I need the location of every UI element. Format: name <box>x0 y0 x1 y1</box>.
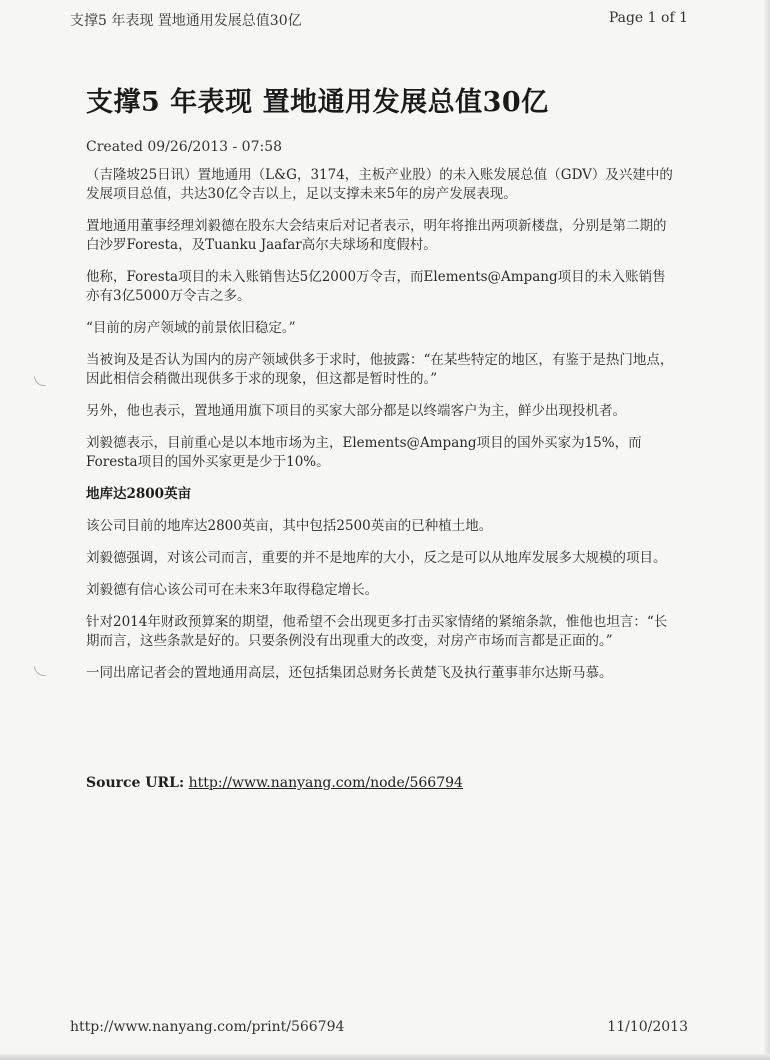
subheading: 地库达2800英亩 <box>86 486 192 502</box>
source-url-link[interactable]: http://www.nanyang.com/node/566794 <box>188 775 463 791</box>
punch-hole-mark <box>34 666 46 676</box>
source-label: Source URL: <box>86 775 185 791</box>
paragraph: （吉隆坡25日讯）置地通用（L&G，3174，主板产业股）的未入账发展总值（GDV）及兴建中的发展项目总值，共达30亿令吉以上，足以支撑未来5年的房产发展表现。 <box>86 167 673 202</box>
article-body <box>86 166 676 696</box>
header-title: 支撑5 年表现 置地通用发展总值30亿 <box>70 13 302 29</box>
print-url: http://www.nanyang.com/print/566794 <box>70 1019 345 1035</box>
paragraph: 针对2014年财政预算案的期望，他希望不会出现更多打击买家情绪的紧缩条款，惟他也坦言：“长期而言，这些条款是好的。只要条例没有出现重大的改变，对房产市场而言都是正面的。” <box>86 614 668 649</box>
paragraph: 刘毅德有信心该公司可在未来3年取得稳定增长。 <box>86 582 379 598</box>
scan-edge-shadow <box>764 0 770 1060</box>
paragraph: 当被询及是否认为国内的房产领域供多于求时，他披露：“在某些特定的地区，有鉴于是热门地点，因此相信会稍微出现供多于求的现象，但这都是暂时性的。” <box>86 352 674 387</box>
source-line <box>86 775 463 791</box>
page-indicator: Page 1 of 1 <box>608 10 688 26</box>
paragraph: 另外，他也表示，置地通用旗下项目的买家大部分都是以终端客户为主，鲜少出现投机者。 <box>86 403 626 419</box>
scan-bottom-shadow <box>0 1054 770 1060</box>
punch-hole-mark <box>34 376 46 386</box>
paragraph: 一同出席记者会的置地通用高层，还包括集团总财务长黄楚飞及执行董事菲尔达斯马慕。 <box>86 665 613 681</box>
paragraph: 置地通用董事经理刘毅德在股东大会结束后对记者表示，明年将推出两项新楼盘，分别是第二期的白沙罗Foresta，及Tuanku Jaafar高尔夫球场和度假村。 <box>86 218 667 253</box>
paragraph: 他称，Foresta项目的未入账销售达5亿2000万令吉，而Elements@Ampang项目的未入账销售亦有3亿5000万令吉之多。 <box>86 269 666 304</box>
paragraph: 刘毅德强调，对该公司而言，重要的并不是地库的大小，反之是可以从地库发展多大规模的项目。 <box>86 550 667 566</box>
paragraph: 刘毅德表示，目前重心是以本地市场为主，Elements@Ampang项目的国外买家为15%，而Foresta项目的国外买家更是少于10%。 <box>86 435 642 470</box>
paragraph: “目前的房产领域的前景依旧稳定。” <box>86 320 296 336</box>
article-title: 支撑5 年表现 置地通用发展总值30亿 <box>86 87 549 118</box>
paragraph: 该公司目前的地库达2800英亩，其中包括2500英亩的已种植土地。 <box>86 518 493 534</box>
print-date: 11/10/2013 <box>607 1019 688 1035</box>
created-timestamp: Created 09/26/2013 - 07:58 <box>86 139 283 155</box>
